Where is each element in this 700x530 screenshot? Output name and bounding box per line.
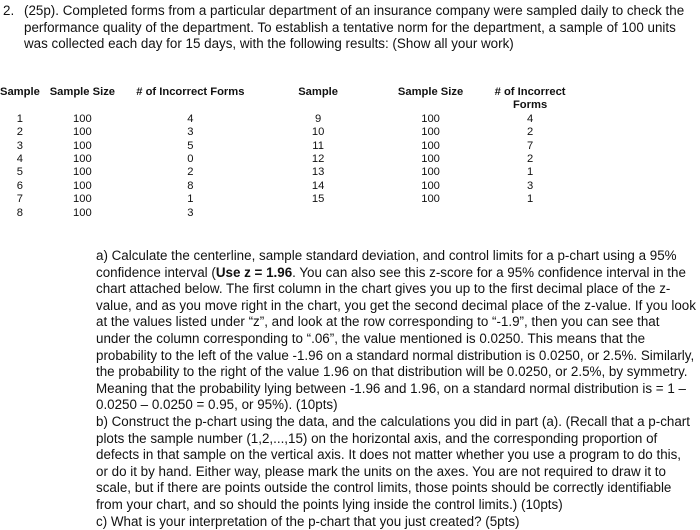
table-cell: 100 — [40, 207, 125, 220]
table-cell: 10 — [256, 126, 381, 139]
table-row — [0, 166, 700, 179]
table-row — [0, 193, 700, 206]
table-cell: 8 — [0, 207, 40, 220]
table-cell: 2 — [0, 126, 40, 139]
table-cell: 4 — [125, 113, 256, 126]
table-row — [0, 180, 700, 193]
table-cell: 0 — [125, 153, 256, 166]
header-incorrect-right: # of Incorrect Forms — [481, 86, 580, 113]
table-cell: 2 — [481, 126, 580, 139]
table-cell: 100 — [40, 180, 125, 193]
table-cell: 4 — [481, 113, 580, 126]
table-cell: 6 — [0, 180, 40, 193]
table-cell: 100 — [380, 140, 480, 153]
table-cell: 1 — [481, 166, 580, 179]
header-spacer — [579, 86, 700, 113]
header-sample-left: Sample — [0, 86, 40, 113]
header-incorrect-left: # of Incorrect Forms — [125, 86, 256, 113]
header-sample-right: Sample — [256, 86, 381, 113]
table-cell: 5 — [125, 140, 256, 153]
table-cell: 100 — [40, 140, 125, 153]
table-cell: 1 — [0, 113, 40, 126]
table-cell: 2 — [481, 153, 580, 166]
questions — [96, 248, 696, 530]
table-cell: 7 — [0, 193, 40, 206]
table-row — [0, 113, 700, 126]
question-c: c) What is your interpretation of the p-chart that you just created? (5pts) — [96, 514, 696, 530]
table-spacer — [579, 166, 700, 179]
table-cell: 100 — [380, 166, 480, 179]
table-cell — [481, 207, 580, 220]
table-cell: 13 — [256, 166, 381, 179]
table-cell: 1 — [125, 193, 256, 206]
question-b: b) Construct the p-chart using the data, and the calculations you did in part (a). (Recall that a p-chart plots the sample number (1,2,...,15) on the horizontal axis, and the corresponding proportion of defects in that sample on the vertical axis. It does not matter whether you use a program to do this, or do it by hand. Either way, please mark the units on the axes. You are not required to draw it to scale, but if there are points outside the control limits, those points should be correctly identifiable from your chart, and so should the points lying inside the control limits.) (10pts) — [96, 414, 696, 514]
problem-intro-text: (25p). Completed forms from a particular department of an insurance company were sampled daily to check the performance quality of the department. To establish a tentative norm for the department, a sample of 100 units was collected each day for 15 days, with the following results: (Show all your work) — [24, 3, 696, 53]
table-cell: 9 — [256, 113, 381, 126]
table-header-row — [0, 86, 700, 113]
table-spacer — [579, 193, 700, 206]
table-cell: 100 — [380, 153, 480, 166]
table-cell: 7 — [481, 140, 580, 153]
table-cell: 1 — [481, 193, 580, 206]
table-cell: 11 — [256, 140, 381, 153]
table-cell: 100 — [40, 166, 125, 179]
header-sample-size-right: Sample Size — [380, 86, 480, 113]
table-cell: 8 — [125, 180, 256, 193]
problem-number: 2. — [3, 3, 14, 20]
table-cell: 3 — [481, 180, 580, 193]
table-cell: 100 — [380, 180, 480, 193]
table-cell: 15 — [256, 193, 381, 206]
table-cell: 100 — [40, 126, 125, 139]
table-spacer — [579, 153, 700, 166]
table-cell: 100 — [380, 193, 480, 206]
table-cell: 4 — [0, 153, 40, 166]
table-row — [0, 140, 700, 153]
table-cell: 3 — [125, 207, 256, 220]
table-row — [0, 126, 700, 139]
table-cell — [256, 207, 381, 220]
table-cell: 14 — [256, 180, 381, 193]
table-cell: 100 — [40, 113, 125, 126]
header-sample-size-left: Sample Size — [40, 86, 125, 113]
table-cell: 100 — [40, 153, 125, 166]
table-spacer — [579, 126, 700, 139]
table-spacer — [579, 140, 700, 153]
table-spacer — [579, 113, 700, 126]
table-cell: 3 — [0, 140, 40, 153]
table-cell: 100 — [380, 126, 480, 139]
table-spacer — [579, 207, 700, 220]
table-row — [0, 207, 700, 220]
table-cell: 2 — [125, 166, 256, 179]
table-cell: 100 — [40, 193, 125, 206]
table-cell — [380, 207, 480, 220]
data-table — [0, 86, 700, 220]
table-cell: 5 — [0, 166, 40, 179]
table-row — [0, 153, 700, 166]
table-spacer — [579, 180, 700, 193]
table-cell: 100 — [380, 113, 480, 126]
table-cell: 3 — [125, 126, 256, 139]
question-a: a) Calculate the centerline, sample standard deviation, and control limits for a p-chart using a 95% confidence interval (Use z = 1.96. You can also see this z-score for a 95% confidence interval in the chart attached below. The first column in the chart gives you up to the first decimal place of the z-value, and as you move right in the chart, you get the second decimal place of the z-value. If you look at the values listed under “z”, and look at the row corresponding to “-1.9”, then you can see that under the column corresponding to “.06”, the value mentioned is 0.0250. This means that the probability to the left of the value -1.96 on a standard normal distribution is 0.0250, or 2.5%. Similarly, the probability to the right of the value 1.96 on that distribution will be 0.0250, or 2.5%, by symmetry. Meaning that the probability lying between -1.96 and 1.96, on a standard normal distribution is = 1 – 0.0250 – 0.0250 = 0.95, or 95%). (10pts) — [96, 248, 696, 414]
table-cell: 12 — [256, 153, 381, 166]
